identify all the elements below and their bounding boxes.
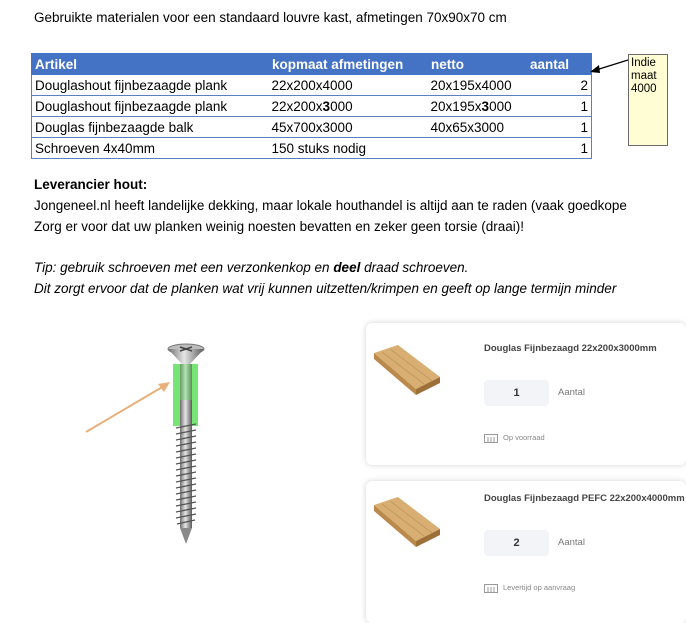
wood-plank-icon <box>372 495 442 543</box>
comment-note <box>628 54 668 146</box>
col-header-kopmaat: kopmaat afmetingen <box>269 54 428 75</box>
cell-bold: 3 <box>322 98 331 114</box>
table-row <box>32 117 592 138</box>
quantity-label: Aantal <box>558 387 585 398</box>
note-line: Indie <box>631 57 656 69</box>
stock-status <box>484 583 575 593</box>
materials-table <box>31 53 592 159</box>
comment-arrow-icon <box>588 58 630 76</box>
col-header-artikel: Artikel <box>32 54 269 75</box>
stock-text: Levertijd op aanvraag <box>503 583 576 592</box>
product-card[interactable] <box>366 323 686 465</box>
col-header-aantal: aantal <box>527 54 592 75</box>
quantity-field[interactable]: 1 <box>484 380 549 406</box>
table-row <box>32 75 592 96</box>
cell-aantal: 1 <box>527 96 592 117</box>
cell-netto <box>428 117 527 138</box>
wood-plank-icon <box>372 343 442 391</box>
quantity-label: Aantal <box>558 537 585 548</box>
cell-text: 22x200x <box>271 98 323 114</box>
cell-aantal: 1 <box>527 138 592 159</box>
cell-text: 150 stuks nodig <box>271 140 367 156</box>
cell-kopmaat <box>269 117 428 138</box>
tip-text-part: Tip: gebruik schroeven met een verzonkenkop en <box>34 260 334 275</box>
cell-netto <box>428 96 527 117</box>
leverancier-text: Jongeneel.nl heeft landelijke dekking, maar lokale houthandel is altijd aan te raden (vaak goedkope <box>34 198 627 213</box>
cell-kopmaat <box>269 138 428 159</box>
product-card[interactable] <box>366 481 686 623</box>
tip-text-part: draad schroeven. <box>360 260 469 275</box>
cell-aantal: 2 <box>527 75 592 96</box>
cell-text: 22x200x4000 <box>271 77 353 93</box>
cell-text: 000 <box>489 98 512 114</box>
cell-kopmaat <box>269 75 428 96</box>
cell-kopmaat <box>269 96 428 117</box>
tip-text: Dit zorgt ervoor dat de planken wat vrij kunnen uitzetten/krimpen en geeft op lange termijn minder <box>34 281 617 296</box>
cell-artikel: Douglashout fijnbezaagde plank <box>32 96 269 117</box>
stock-status <box>484 433 545 443</box>
product-name[interactable]: Douglas Fijnbezaagd PEFC 22x200x4000mm <box>484 493 685 504</box>
cell-bold: 3 <box>481 98 490 114</box>
cell-aantal: 1 <box>527 117 592 138</box>
table-header-row <box>32 54 592 75</box>
cell-artikel: Schroeven 4x40mm <box>32 138 269 159</box>
leverancier-heading: Leverancier hout: <box>34 177 148 192</box>
product-name[interactable]: Douglas Fijnbezaagd 22x200x3000mm <box>484 343 657 354</box>
truck-icon <box>484 434 498 443</box>
cell-text: 20x195x4000 <box>430 77 512 93</box>
cell-artikel: Douglashout fijnbezaagde plank <box>32 75 269 96</box>
note-line: maat <box>631 70 657 82</box>
cell-netto <box>428 75 527 96</box>
cell-artikel: Douglas fijnbezaagde balk <box>32 117 269 138</box>
col-header-netto: netto <box>428 54 527 75</box>
stock-text: Op voorraad <box>503 433 545 442</box>
cell-text: 45x700x3000 <box>271 119 353 135</box>
page-title: Gebruikte materialen voor een standaard louvre kast, afmetingen 70x90x70 cm <box>34 10 507 25</box>
table-row <box>32 96 592 117</box>
quantity-field[interactable]: 2 <box>484 530 549 556</box>
leverancier-text: Zorg er voor dat uw planken weinig noesten bevatten en zeker geen torsie (draai)! <box>34 219 525 234</box>
cell-text: 20x195x <box>430 98 482 114</box>
note-line: 4000 <box>631 83 657 95</box>
screw-illustration <box>80 338 220 548</box>
table-row <box>32 138 592 159</box>
cell-text: 000 <box>330 98 353 114</box>
cell-text: 40x65x3000 <box>430 119 505 135</box>
cell-netto <box>428 138 527 159</box>
tip-text <box>34 260 468 275</box>
tip-bold-word: deel <box>333 260 361 275</box>
truck-icon <box>484 584 498 593</box>
